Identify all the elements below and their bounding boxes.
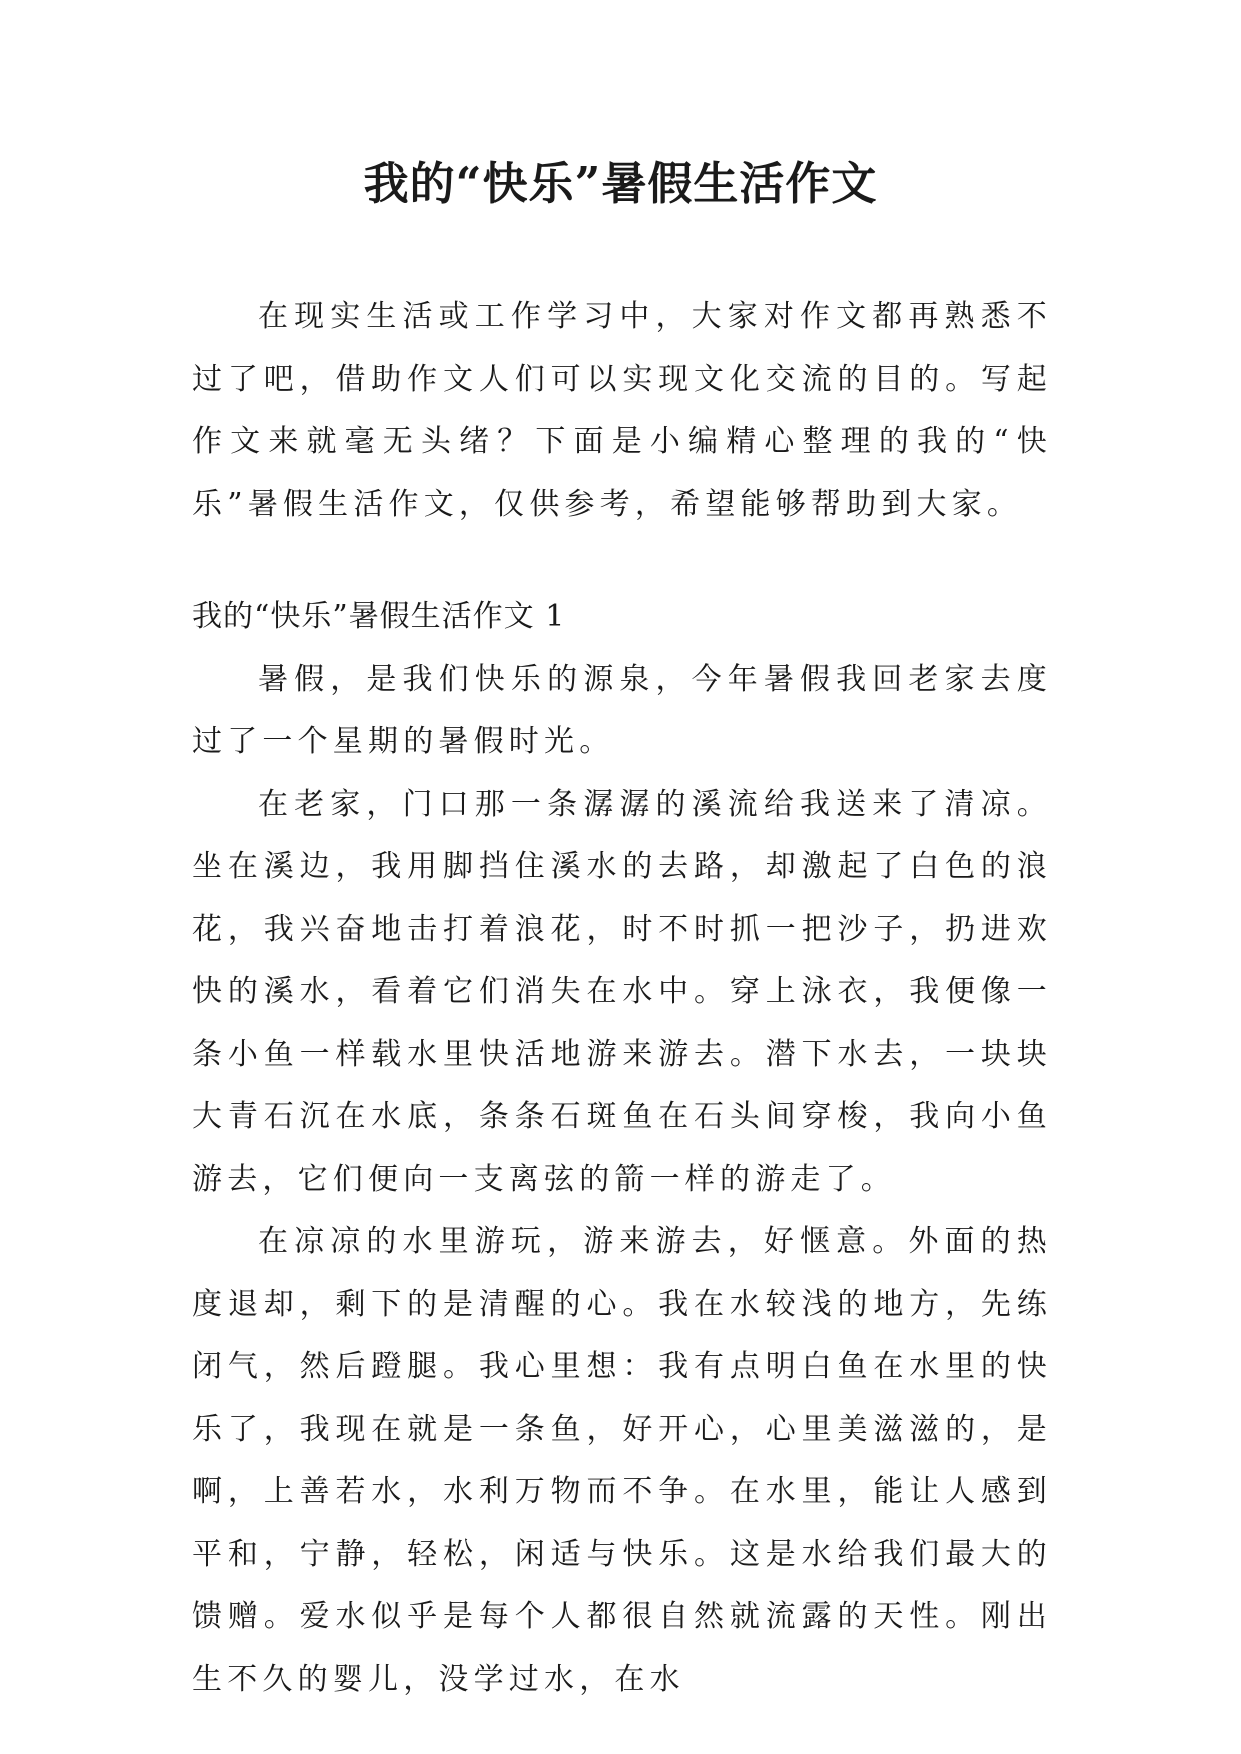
section-heading: 我的“快乐”暑假生活作文 1 [192,599,566,634]
document-title: 我的“快乐”暑假生活作文 [363,157,878,210]
body-paragraph-1: 暑假，是我们快乐的源泉，今年暑假我回老家去度过了一个星期的暑假时光。 [192,661,1052,759]
body-paragraph-2: 在老家，门口那一条潺潺的溪流给我送来了清凉。坐在溪边，我用脚挡住溪水的去路，却激起了白色的浪花，我兴奋地击打着浪花，时不时抓一把沙子，扔进欢快的溪水，看着它们消失在水中。穿上泳衣，我便像一条小鱼一样载水里快活地游来游去。潜下水去，一块块大青石沉在水底，条条石斑鱼在石头间穿梭，我向小鱼游去，它们便向一支离弦的箭一样的游走了。 [192,786,1052,1197]
body-paragraph-3: 在凉凉的水里游玩，游来游去，好惬意。外面的热度退却，剩下的是清醒的心。我在水较浅的地方，先练闭气，然后蹬腿。我心里想：我有点明白鱼在水里的快乐了，我现在就是一条鱼，好开心，心里美滋滋的，是啊，上善若水，水利万物而不争。在水里，能让人感到平和，宁静，轻松，闲适与快乐。这是水给我们最大的馈赠。爱水似乎是每个人都很自然就流露的天性。刚出生不久的婴儿，没学过水，在水 [192,1224,1052,1697]
document-body [192,286,1052,1711]
intro-paragraph: 在现实生活或工作学习中，大家对作文都再熟悉不过了吧，借助作文人们可以实现文化交流的目的。写起作文来就毫无头绪？下面是小编精心整理的我的“快乐”暑假生活作文，仅供参考，希望能够帮助到大家。 [192,299,1052,522]
